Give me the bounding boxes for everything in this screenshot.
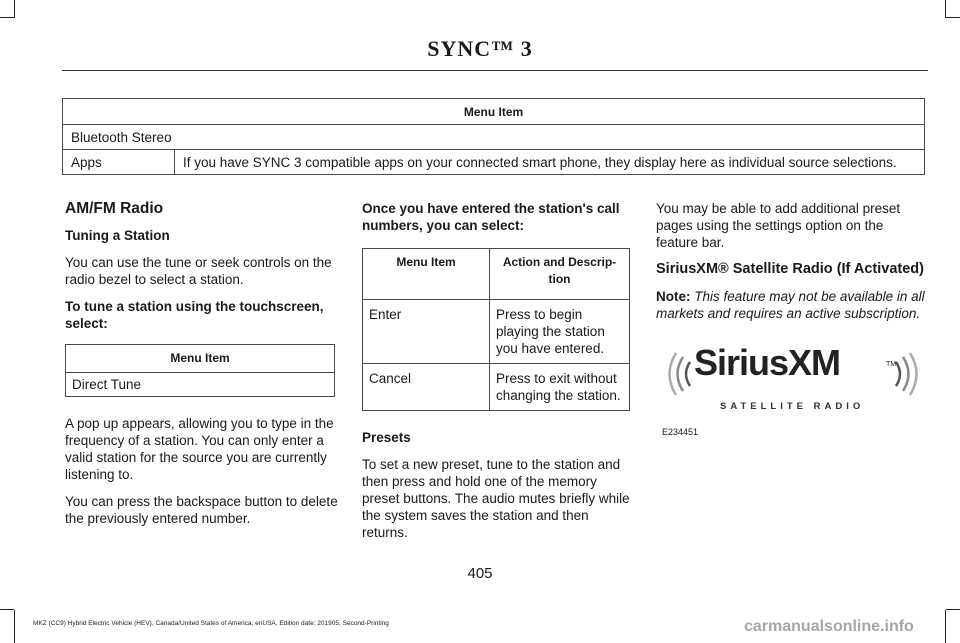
page-number: 405 [467,565,493,582]
column-right [656,200,928,441]
table-cell: Bluetooth Stereo [63,125,925,150]
paragraph: You can use the tune or seek controls on the radio bezel to select a station. [65,255,332,287]
column-left [65,200,340,537]
page-title: SYNC™ 3 [427,36,533,61]
watermark: carmanualsonline.info [744,618,914,635]
menu-items-table [62,98,925,175]
instruction: Once you have entered the station's call numbers, you can select: [362,201,620,233]
table-row [363,300,630,364]
signal-waves-icon [664,352,694,396]
paragraph: You can press the backspace button to delete the previously entered number. [65,494,338,526]
subsection-heading: Presets [362,430,411,445]
section-heading: AM/FM Radio [65,200,164,217]
table-cell: Press to exit without changing the station. [490,364,630,411]
figure-code: E234451 [662,427,699,437]
table-header: Menu Item [63,99,925,125]
crop-mark [0,609,14,610]
note-text: This feature may not be available in all markets and requires an active subscription. [656,289,925,321]
subsection-heading: Tuning a Station [65,228,170,243]
logo-subtitle: SATELLITE RADIO [720,401,865,412]
logo-wordmark: SiriusXM [694,342,841,383]
crop-mark [945,610,946,643]
crop-mark [14,0,15,18]
table-header-row [63,99,925,125]
table-cell: If you have SYNC 3 compatible apps on your connected smart phone, they display here as individual source selections. [175,150,925,175]
table-cell: Apps [63,150,175,175]
table-header: Menu Item [363,249,490,300]
table-header: Menu Item [66,345,335,373]
header-rule [62,70,928,71]
siriusxm-logo [664,342,914,420]
signal-waves-icon [892,352,922,396]
crop-mark [946,17,960,18]
crop-mark [946,609,960,610]
table-row [63,150,925,175]
table-cell: Cancel [363,364,490,411]
note-label: Note: [656,289,691,304]
crop-mark [945,0,946,18]
action-table [362,248,630,411]
paragraph: To set a new preset, tune to the station and then press and hold one of the memory preset buttons. The audio mutes briefly while the system saves the station and then returns. [362,457,630,540]
crop-mark [14,610,15,643]
paragraph: A pop up appears, allowing you to type in the frequency of a station. You can only enter a valid station for the source you are currently listening to. [65,416,334,482]
trademark-mark: TM [886,361,897,368]
table-cell: Press to begin playing the station you have entered. [490,300,630,364]
footer-text: MKZ (CC9) Hybrid Electric Vehicle (HEV), Canada/United States of America, enUSA, Edition date: 201905, Second-Printing [33,620,389,627]
table-header: Action and Descrip-tion [490,249,630,300]
table-cell: Enter [363,300,490,364]
instruction: To tune a station using the touchscreen, select: [65,299,324,331]
table-row [363,364,630,411]
direct-tune-table [65,344,335,397]
table-row [63,125,925,150]
section-heading: SiriusXM® Satellite Radio (If Activated) [656,261,924,277]
table-cell: Direct Tune [66,373,335,397]
crop-mark [0,17,14,18]
paragraph: You may be able to add additional preset pages using the settings option on the feature bar. [656,201,901,250]
column-middle [362,200,634,551]
note [656,288,928,322]
